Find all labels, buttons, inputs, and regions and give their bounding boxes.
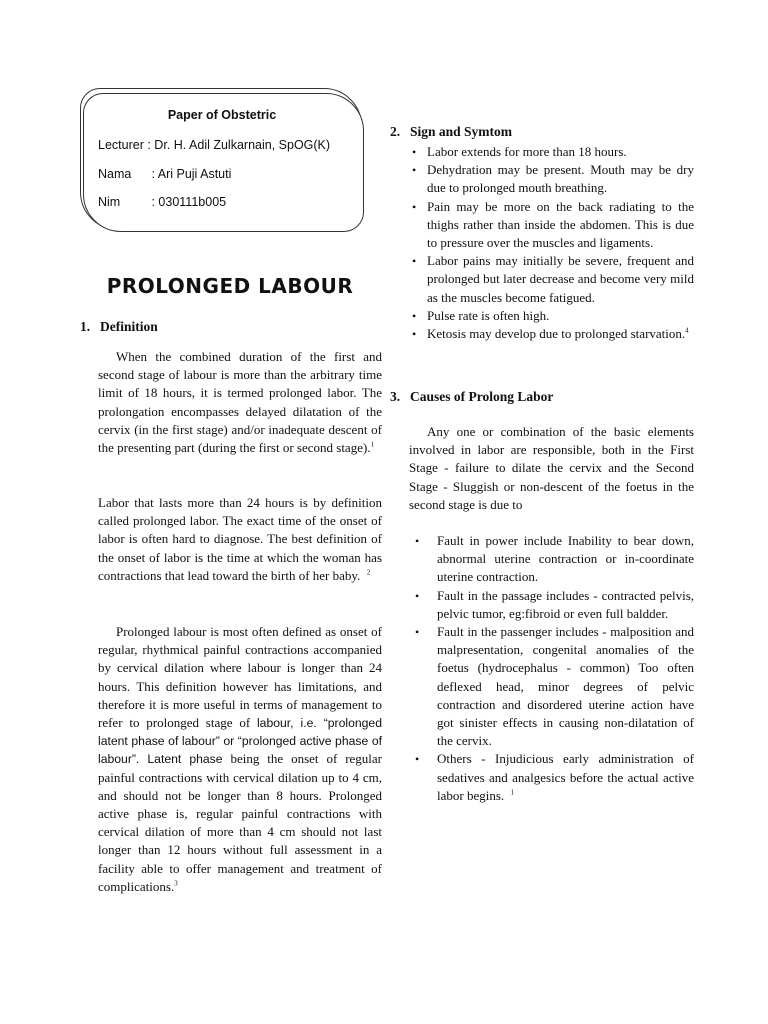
list-item: • Labor extends for more than 18 hours. [412,144,627,159]
reference-marker: 1 [370,440,375,449]
causes-list [415,532,694,805]
lecturer-row [98,138,330,152]
nama-label: Nama [98,167,132,181]
section-title: Causes of Prolong Labor [410,389,554,404]
lecturer-value: Dr. H. Adil Zulkarnain, SpOG(K) [154,138,331,152]
paragraph-text: When the combined duration of the first and second stage of labour is more than the arbitrary time limit of 18 hours, it is termed prolonged labor. The prolongation encompasses delayed dilatation of the cervix (in the first stage) and/or inadequate descent of the presenting part (during the first or second stage). [98,349,382,456]
list-item: • Fault in the passenger includes - malposition and malpresentation, congenital anomalies of the foetus (hydrocephalus - common) Too often deflexed head, minor degrees of pelvic contraction and disordered uterine action have got sinister effects in causing non-dilatation of the cervix. [415,624,694,749]
nim-value: : 030111b005 [151,195,227,209]
list-item: • Others - Injudicious early administration of sedatives and analgesics before the actual active labor begins. $^1$ [415,751,694,803]
section-heading-causes [390,389,553,405]
signs-list [412,143,694,343]
section-title: Sign and Symtom [410,124,513,139]
list-item: • Pain may be more on the back radiating to the thighs rather than inside the abdomen. This is due to pressure over the muscles and ligaments. [412,198,694,251]
nama-value: : Ari Puji Astuti [151,167,232,181]
definition-paragraph-2 [98,494,382,585]
definition-paragraph-1 [98,348,382,457]
reference-marker: 4 [685,326,689,335]
reference-marker: 2 [366,568,371,577]
list-item: • Labor pains may initially be severe, frequent and prolonged but later decrease and become very mild as the muscles become fatigued. [412,253,694,305]
list-item: • Ketosis may develop due to prolonged starvation.$^4$ [412,326,689,342]
section-heading-signs [390,124,512,140]
definition-paragraph-3 [98,623,382,896]
paragraph-text: Prolonged labour is most often defined as onset of regular, rhythmical painful contractions accompanied by cervical dilation where labour is longer than 24 hours. This definition however has limitations, and therefore it is more useful in terms of management to refer to prolonged stage of [98,624,382,731]
causes-intro: Any one or combination of the basic elements involved in labor are responsible, both in the First Stage - failure to dilate the cervix and the Second Stage - Sluggish or non-descent of the foetus in the second stage is due to [409,424,694,512]
list-item: • Dehydration may be present. Mouth may be dry due to prolonged mouth breathing. [412,162,694,196]
section-number: 2. [390,124,401,139]
list-item: • Fault in power include Inability to bear down, abnormal uterine contraction or in-coordinate uterine contraction. [415,533,694,585]
paragraph-text: being the onset of regular painful contractions with cervical dilation up to 4 cm, and should not be longer than 8 hours. Prolonged active phase is, regular painful contractions with cervical dilation of more than 4 cm should not last longer than 12 hours without full assessment in a facility able to offer management and treatment of complications. [98,751,383,894]
header-info-box [80,88,362,230]
paragraph-text-inline: labour, i.e. “prolonged latent phase of labour” or “prolonged active phase of labour”. Latent phase [98,716,382,767]
nama-row [98,167,231,181]
nim-label: Nim [98,195,121,209]
nim-row [98,195,226,209]
reference-marker: 3 [174,879,178,888]
paper-subject: Paper of Obstetric [167,108,277,122]
section-title: Definition [100,319,158,334]
section-number: 1. [80,319,91,334]
paragraph-text: Labor that lasts more than 24 hours is by definition called prolonged labor. The exact time of the onset of labor is often hard to diagnose. The best definition of the onset of labor is the time at which the woman has contractions that lead toward the birth of her baby. [98,495,382,583]
reference-marker: 1 [510,788,515,797]
list-item: • Fault in the passage includes - contracted pelvis, pelvic tumor, eg:fibroid or even full baldder. [415,587,694,621]
section-heading-definition [80,319,158,335]
list-item: • Pulse rate is often high. [412,307,550,323]
section-number: 3. [390,389,401,404]
document-title: PROLONGED LABOUR [106,274,354,298]
lecturer-label: Lecturer : [98,138,151,152]
